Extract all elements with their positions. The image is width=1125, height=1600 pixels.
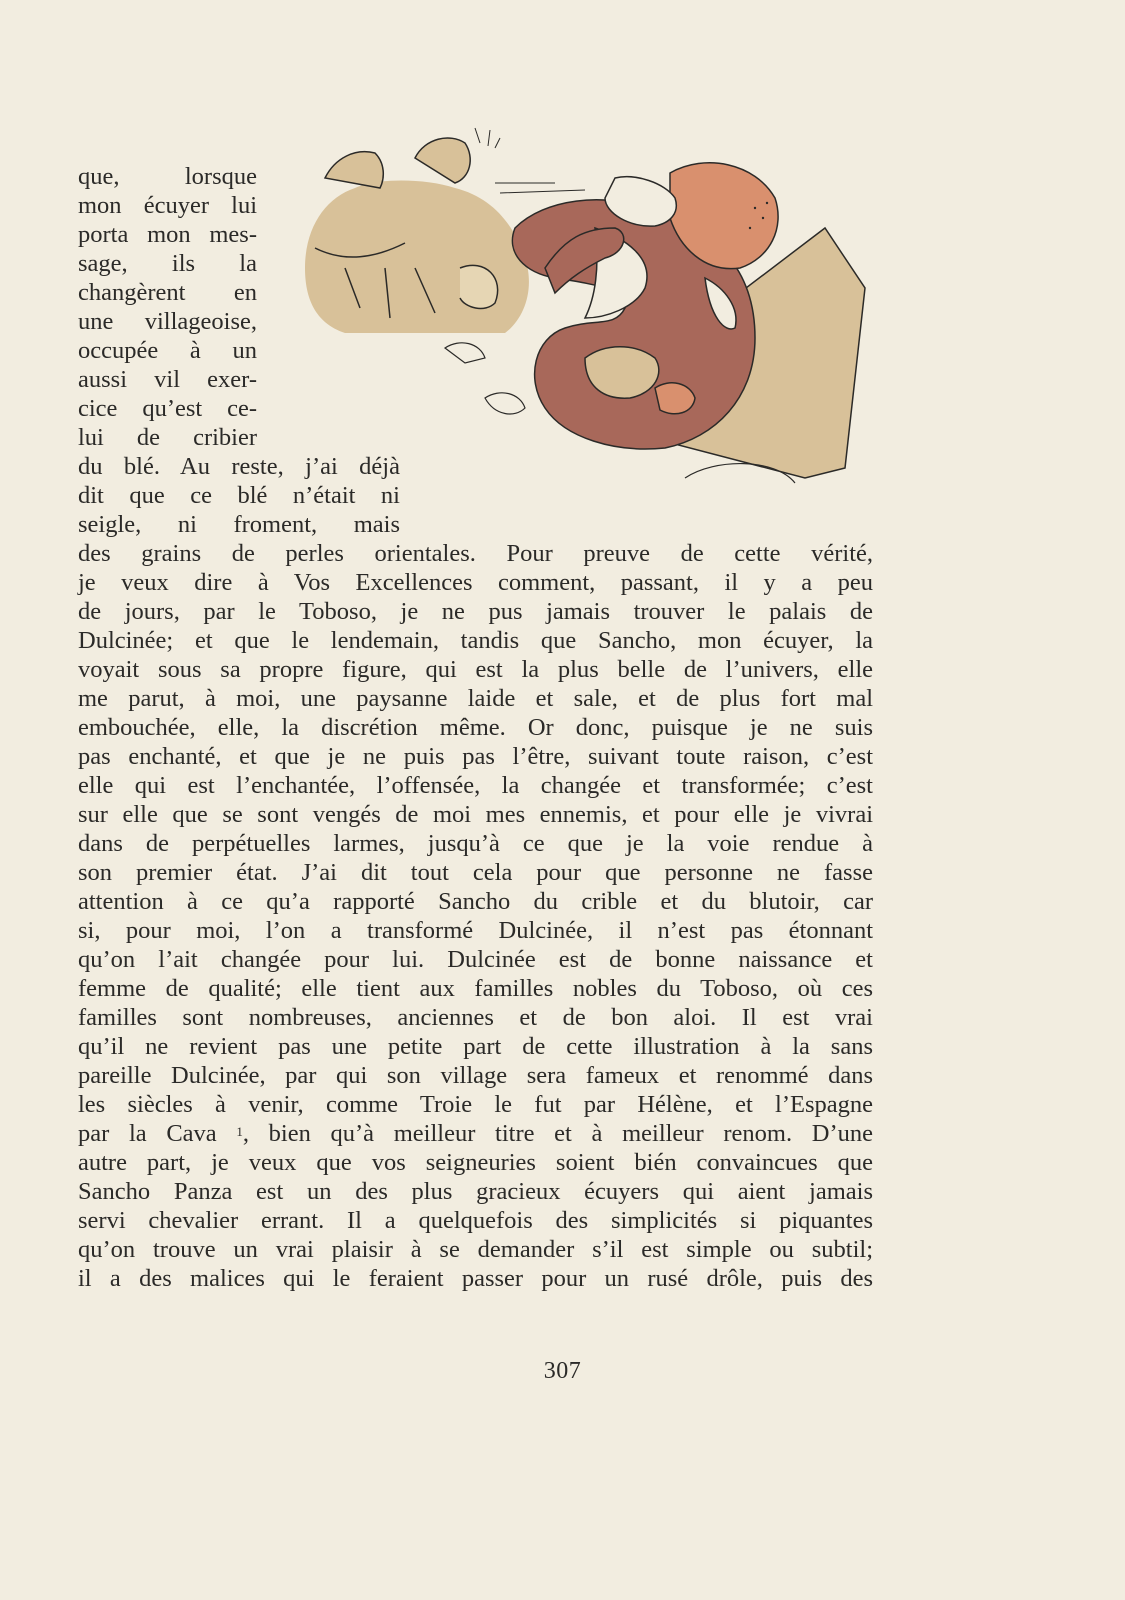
page-number: 307: [543, 1358, 582, 1384]
text-line: pareille Dulcinée, par qui son village sera fameux et renommé dans: [78, 1062, 873, 1089]
text-line: servi chevalier errant. Il a quelquefois des simplicités si piquantes: [78, 1207, 873, 1234]
text-line: les siècles à venir, comme Troie le fut par Hélène, et l’Espagne: [78, 1091, 873, 1118]
text-line: il a des malices qui le feraient passer pour un rusé drôle, puis des: [78, 1265, 873, 1292]
text-line: occupée à un: [78, 337, 257, 364]
text-line: attention à ce qu’a rapporté Sancho du crible et du blutoir, car: [78, 888, 873, 915]
text-line: Dulcinée; et que le lendemain, tandis que Sancho, mon écuyer, la: [78, 627, 873, 654]
text-line: seigle, ni froment, mais: [78, 511, 400, 538]
text-line: son premier état. J’ai dit tout cela pour que personne ne fasse: [78, 859, 873, 886]
text-line: femme de qualité; elle tient aux familles nobles du Toboso, où ces: [78, 975, 873, 1002]
text-line: une villageoise,: [78, 308, 257, 335]
text-line: autre part, je veux que vos seigneuries soient bién convaincues que: [78, 1149, 873, 1176]
text-line: cice qu’est ce-: [78, 395, 257, 422]
text-line: me parut, à moi, une paysanne laide et sale, et de plus fort mal: [78, 685, 873, 712]
text-line: Sancho Panza est un des plus gracieux écuyers qui aient jamais: [78, 1178, 873, 1205]
text-line: changèrent en: [78, 279, 257, 306]
text-line: voyait sous sa propre figure, qui est la plus belle de l’univers, elle: [78, 656, 873, 683]
footnote-marker[interactable]: 1: [236, 1124, 243, 1139]
text-line: elle qui est l’enchantée, l’offensée, la changée et transformée; c’est: [78, 772, 873, 799]
text-line: porta mon mes-: [78, 221, 257, 248]
text-line: sage, ils la: [78, 250, 257, 277]
text-line-with-footnote: [78, 1119, 873, 1148]
text-line: des grains de perles orientales. Pour preuve de cette vérité,: [78, 540, 873, 567]
text-line: qu’on trouve un vrai plaisir à se demander s’il est simple ou subtil;: [78, 1236, 873, 1263]
text-line: dans de perpétuelles larmes, jusqu’à ce que je la voie rendue à: [78, 830, 873, 857]
text-line: sur elle que se sont vengés de moi mes ennemis, et pour elle je vivrai: [78, 801, 873, 828]
text-segment: , bien qu’à meilleur titre et à meilleur renom. D’une: [242, 1120, 874, 1147]
text-line: je veux dire à Vos Excellences comment, passant, il y a peu: [78, 569, 873, 596]
text-line: familles sont nombreuses, anciennes et de bon aloi. Il est vrai: [78, 1004, 873, 1031]
text-line: que, lorsque: [78, 163, 257, 190]
text-line: aussi vil exer-: [78, 366, 257, 393]
text-line: embouchée, elle, la discrétion même. Or donc, puisque je ne suis: [78, 714, 873, 741]
text-line: qu’il ne revient pas une petite part de cette illustration à la sans: [78, 1033, 873, 1060]
text-line: pas enchanté, et que je ne puis pas l’être, suivant toute raison, c’est: [78, 743, 873, 770]
text-line: si, pour moi, l’on a transformé Dulcinée, il n’est pas étonnant: [78, 917, 873, 944]
text-line: mon écuyer lui: [78, 192, 257, 219]
text-line: de jours, par le Toboso, je ne pus jamais trouver le palais de: [78, 598, 873, 625]
text-segment: par la Cava: [78, 1120, 217, 1147]
text-line: dit que ce blé n’était ni: [78, 482, 400, 509]
text-line: qu’on l’ait changée pour lui. Dulcinée est de bonne naissance et: [78, 946, 873, 973]
text-line: du blé. Au reste, j’ai déjà: [78, 453, 400, 480]
text-line: lui de cribier: [78, 424, 257, 451]
